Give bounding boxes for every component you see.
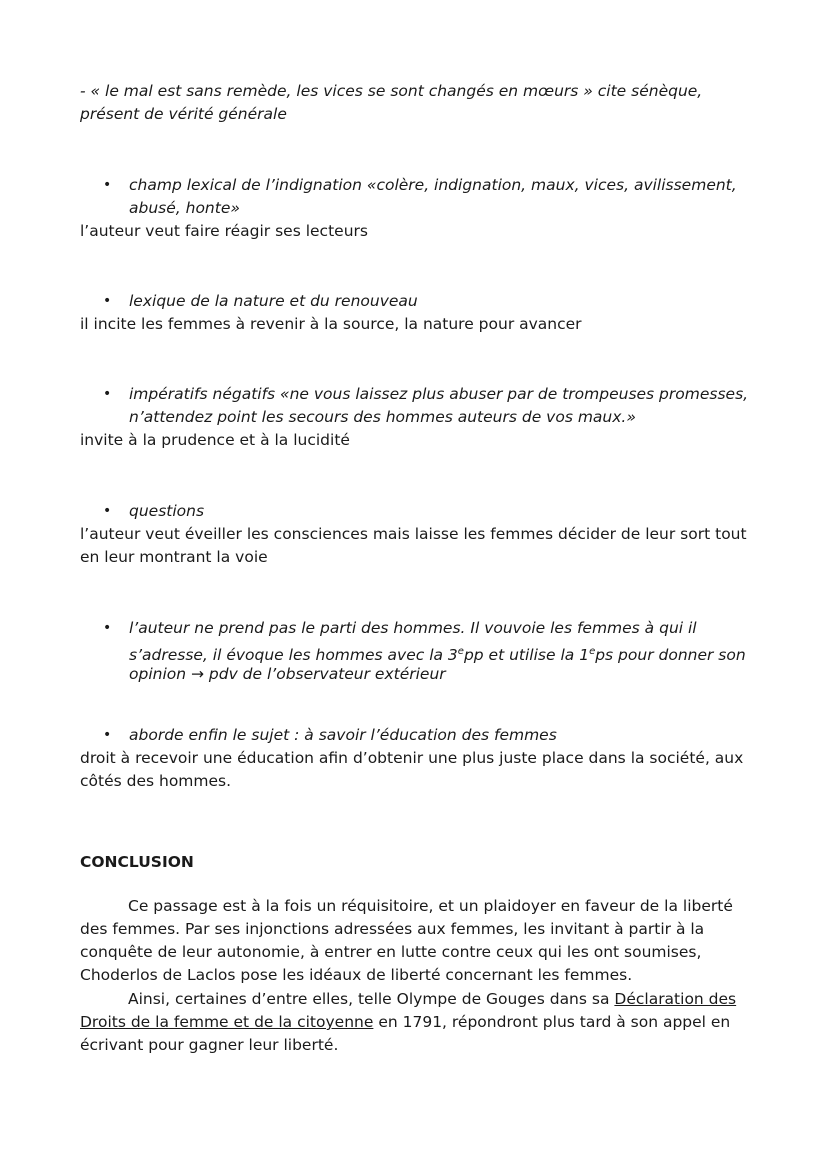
conclusion-paragraph-line: Choderlos de Laclos pose les idéaux de liberté concernant les femmes. bbox=[80, 966, 633, 984]
conclusion-heading: CONCLUSION bbox=[80, 853, 194, 871]
comment-text: l’auteur veut faire réagir ses lecteurs bbox=[80, 222, 368, 240]
bullet-text: questions bbox=[129, 502, 205, 520]
bullet-text: impératifs négatifs «ne vous laissez plus abuser par de trompeuses promesses, bbox=[129, 385, 749, 403]
declaration-title: Déclaration des bbox=[614, 990, 737, 1008]
comment-text: l’auteur veut éveiller les consciences mais laisse les femmes décider de leur sort tout bbox=[80, 525, 747, 543]
comment-text: il incite les femmes à revenir à la source, la nature pour avancer bbox=[80, 315, 582, 333]
bullet-text: n’attendez point les secours des hommes auteurs de vos maux.» bbox=[129, 408, 636, 426]
bullet-icon: • bbox=[103, 177, 112, 193]
conclusion-paragraph-line: Droits de la femme et de la citoyenne en 1791, répondront plus tard à son appel en bbox=[80, 1013, 731, 1031]
conclusion-paragraph-line: conquête de leur autonomie, à entrer en lutte contre ceux qui les ont soumises, bbox=[80, 943, 702, 961]
bullet-icon: • bbox=[103, 293, 112, 309]
bullet-text: s’adresse, il évoque les hommes avec la 3epp et utilise la 1eps pour donner son bbox=[129, 646, 746, 665]
conclusion-paragraph-line: Ce passage est à la fois un réquisitoire, et un plaidoyer en faveur de la liberté bbox=[128, 897, 733, 915]
declaration-title: Droits de la femme et de la citoyenne bbox=[80, 1013, 374, 1031]
bullet-icon: • bbox=[103, 620, 112, 636]
comment-text: droit à recevoir une éducation afin d’obtenir une plus juste place dans la société, aux bbox=[80, 749, 744, 767]
conclusion-paragraph-line: Ainsi, certaines d’entre elles, telle Olympe de Gouges dans sa Déclaration des bbox=[128, 990, 737, 1008]
bullet-text: opinion → pdv de l’observateur extérieur bbox=[129, 665, 446, 683]
conclusion-paragraph-line: des femmes. Par ses injonctions adressées aux femmes, les invitant à partir à la bbox=[80, 920, 705, 938]
bullet-text: champ lexical de l’indignation «colère, indignation, maux, vices, avilissement, bbox=[129, 176, 737, 194]
intro-line-2: présent de vérité générale bbox=[80, 105, 287, 123]
bullet-icon: • bbox=[103, 503, 112, 519]
conclusion-paragraph-line: écrivant pour gagner leur liberté. bbox=[80, 1036, 339, 1054]
bullet-icon: • bbox=[103, 386, 112, 402]
bullet-text: abusé, honte» bbox=[129, 199, 240, 217]
comment-text: en leur montrant la voie bbox=[80, 548, 268, 566]
bullet-text: lexique de la nature et du renouveau bbox=[129, 292, 418, 310]
bullet-text: l’auteur ne prend pas le parti des hommes. Il vouvoie les femmes à qui il bbox=[129, 619, 697, 637]
bullet-text: aborde enfin le sujet : à savoir l’éducation des femmes bbox=[129, 726, 557, 744]
bullet-icon: • bbox=[103, 727, 112, 743]
comment-text: invite à la prudence et à la lucidité bbox=[80, 431, 350, 449]
intro-line-1: - « le mal est sans remède, les vices se sont changés en mœurs » cite sénèque, bbox=[80, 82, 703, 100]
comment-text: côtés des hommes. bbox=[80, 772, 232, 790]
